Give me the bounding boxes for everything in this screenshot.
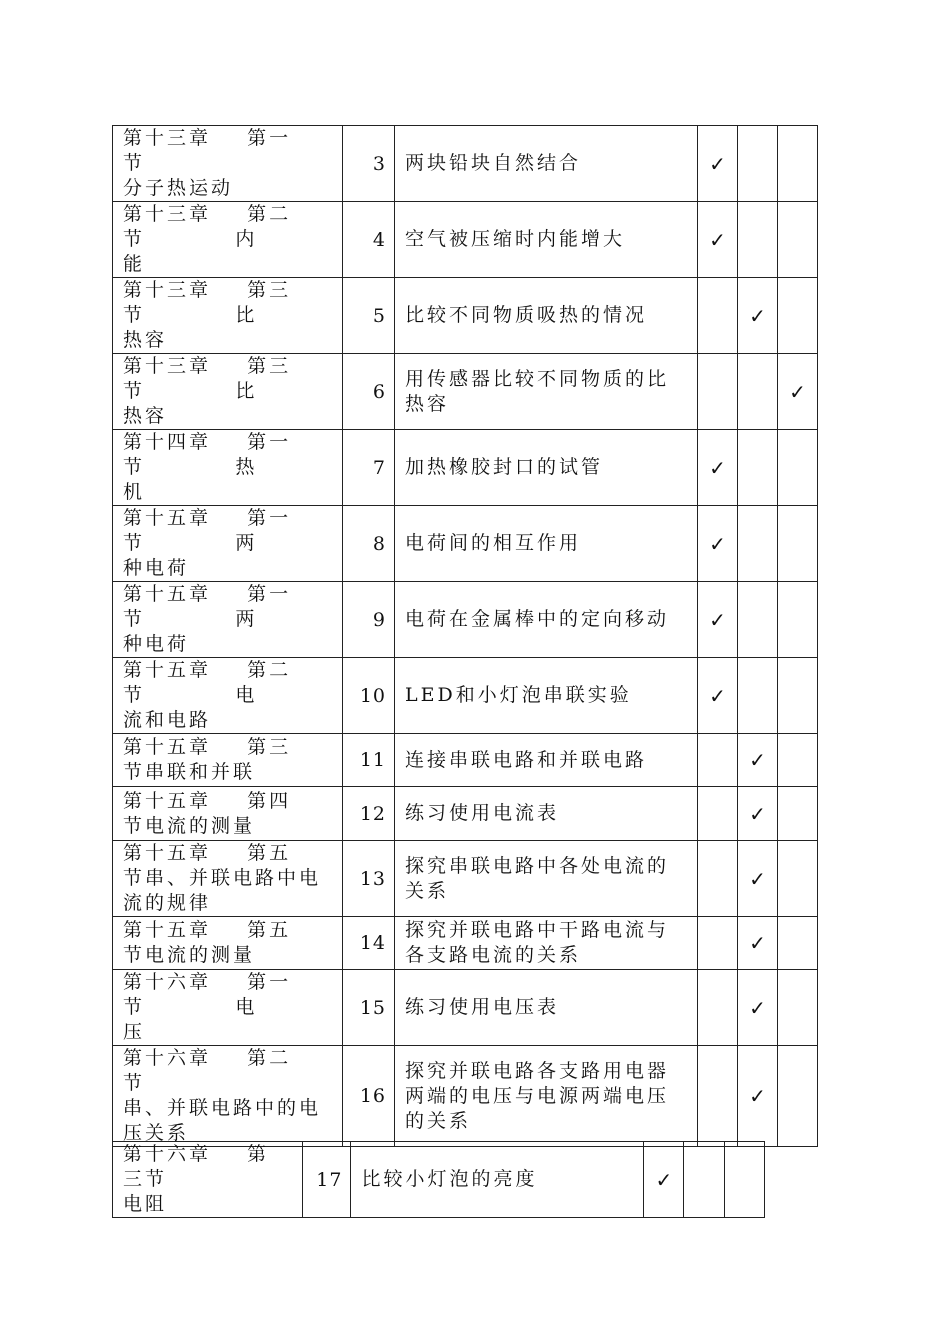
check-cell-1 <box>698 970 738 1046</box>
table-row <box>113 126 818 202</box>
chapter-line: 第十五章 第五 <box>123 842 292 864</box>
experiment-name: 练习使用电流表 <box>395 787 698 841</box>
experiment-name: 探究并联电路中干路电流与各支路电流的关系 <box>395 917 698 970</box>
chapter-line: 节 两 <box>123 532 258 554</box>
check-cell-1 <box>698 278 738 354</box>
chapter-line: 节 <box>123 1072 146 1094</box>
chapter-line: 第十三章 第三 <box>123 279 292 301</box>
experiment-number: 6 <box>343 354 395 430</box>
chapter-cell <box>113 1046 343 1147</box>
experiment-number: 4 <box>343 202 395 278</box>
chapter-line: 第十五章 第三 <box>123 736 292 758</box>
experiment-number: 14 <box>343 917 395 970</box>
check-cell-2: ✓ <box>738 841 778 917</box>
table-row <box>113 658 818 734</box>
chapter-line: 电阻 <box>123 1193 168 1215</box>
experiment-name: 比较不同物质吸热的情况 <box>395 278 698 354</box>
chapter-line: 压 <box>123 1021 146 1043</box>
check-cell-1: ✓ <box>698 202 738 278</box>
chapter-line: 种电荷 <box>123 557 190 579</box>
chapter-line: 能 <box>123 253 146 275</box>
table-row <box>113 582 818 658</box>
check-cell-3: ✓ <box>778 354 818 430</box>
chapter-line: 节 电 <box>123 684 258 706</box>
check-cell-1 <box>698 734 738 787</box>
chapter-line: 第十三章 第二 <box>123 203 292 225</box>
check-cell-1: ✓ <box>698 658 738 734</box>
experiment-number: 15 <box>343 970 395 1046</box>
experiment-table-container <box>112 125 806 1147</box>
check-cell-3 <box>778 841 818 917</box>
chapter-cell <box>113 917 343 970</box>
experiment-name: 探究串联电路中各处电流的关系 <box>395 841 698 917</box>
chapter-line: 第十四章 第一 <box>123 431 292 453</box>
chapter-line: 第十三章 第一 <box>123 127 292 149</box>
chapter-line: 第十五章 第一 <box>123 507 292 529</box>
chapter-line: 节电流的测量 <box>123 814 256 837</box>
experiment-number: 7 <box>343 430 395 506</box>
check-cell-1 <box>698 354 738 430</box>
experiment-name: 电荷间的相互作用 <box>395 506 698 582</box>
chapter-line: 第十五章 第四 <box>123 789 292 812</box>
chapter-cell <box>113 1142 303 1218</box>
experiment-name: 两块铅块自然结合 <box>395 126 698 202</box>
experiment-name: 电荷在金属棒中的定向移动 <box>395 582 698 658</box>
check-cell-1: ✓ <box>698 506 738 582</box>
check-cell-3 <box>778 126 818 202</box>
chapter-line: 种电荷 <box>123 633 190 655</box>
table-row <box>113 734 818 787</box>
chapter-line: 节 内 <box>123 228 258 250</box>
chapter-line: 节 <box>123 152 146 174</box>
check-cell-2: ✓ <box>738 278 778 354</box>
experiment-number: 13 <box>343 841 395 917</box>
chapter-cell <box>113 278 343 354</box>
chapter-cell <box>113 658 343 734</box>
experiment-number: 17 <box>303 1142 351 1218</box>
chapter-cell <box>113 970 343 1046</box>
chapter-cell <box>113 354 343 430</box>
experiment-table-last-segment <box>112 1141 765 1218</box>
experiment-number: 10 <box>343 658 395 734</box>
experiment-name: LED和小灯泡串联实验 <box>395 658 698 734</box>
chapter-line: 压关系 <box>123 1122 190 1144</box>
chapter-cell <box>113 841 343 917</box>
check-cell-1: ✓ <box>698 430 738 506</box>
check-cell-3 <box>778 734 818 787</box>
check-cell-1 <box>698 917 738 970</box>
check-cell-2 <box>738 658 778 734</box>
chapter-line: 热容 <box>123 329 168 351</box>
chapter-line: 第十三章 第三 <box>123 355 292 377</box>
chapter-line: 节 热 <box>123 456 258 478</box>
table-row <box>113 354 818 430</box>
table-row <box>113 202 818 278</box>
experiment-number: 5 <box>343 278 395 354</box>
check-cell-1: ✓ <box>698 126 738 202</box>
chapter-line: 第十五章 第五 <box>123 919 292 941</box>
chapter-line: 热容 <box>123 405 168 427</box>
chapter-line: 三节 <box>123 1168 168 1190</box>
chapter-line: 第十六章 第一 <box>123 971 292 993</box>
chapter-line: 第十五章 第二 <box>123 659 292 681</box>
chapter-line: 节 比 <box>123 304 258 326</box>
experiment-number: 16 <box>343 1046 395 1147</box>
check-cell-3 <box>724 1142 764 1218</box>
table-row <box>113 1142 765 1218</box>
chapter-line: 节串联和并联 <box>123 761 256 783</box>
check-cell-2: ✓ <box>738 787 778 841</box>
check-cell-1 <box>698 841 738 917</box>
experiment-number: 8 <box>343 506 395 582</box>
chapter-line: 节 比 <box>123 380 258 402</box>
chapter-line: 机 <box>123 481 146 503</box>
check-cell-2 <box>684 1142 724 1218</box>
chapter-line: 节串、并联电路中电 <box>123 867 322 889</box>
check-cell-3 <box>778 202 818 278</box>
check-cell-1: ✓ <box>698 582 738 658</box>
chapter-line: 第十五章 第一 <box>123 583 292 605</box>
check-cell-2 <box>738 126 778 202</box>
check-cell-3 <box>778 658 818 734</box>
check-cell-3 <box>778 787 818 841</box>
table-row <box>113 278 818 354</box>
chapter-line: 第十六章 第 <box>123 1143 270 1165</box>
check-cell-2 <box>738 202 778 278</box>
table-row <box>113 917 818 970</box>
chapter-line: 节电流的测量 <box>123 944 256 966</box>
experiment-number: 3 <box>343 126 395 202</box>
chapter-line: 节 电 <box>123 996 258 1018</box>
check-cell-3 <box>778 1046 818 1147</box>
table-row <box>113 1046 818 1147</box>
chapter-cell <box>113 734 343 787</box>
check-cell-3 <box>778 430 818 506</box>
check-cell-1 <box>698 1046 738 1147</box>
chapter-cell <box>113 202 343 278</box>
experiment-name: 探究并联电路各支路用电器两端的电压与电源两端电压的关系 <box>395 1046 698 1147</box>
experiment-table-tail <box>112 1141 765 1218</box>
experiment-name: 用传感器比较不同物质的比热容 <box>395 354 698 430</box>
check-cell-3 <box>778 970 818 1046</box>
experiment-name: 空气被压缩时内能增大 <box>395 202 698 278</box>
check-cell-3 <box>778 506 818 582</box>
check-cell-2 <box>738 506 778 582</box>
check-cell-3 <box>778 917 818 970</box>
chapter-cell <box>113 582 343 658</box>
check-cell-2: ✓ <box>738 1046 778 1147</box>
table-row <box>113 841 818 917</box>
check-cell-2 <box>738 354 778 430</box>
table-row <box>113 506 818 582</box>
check-cell-2 <box>738 582 778 658</box>
experiment-name: 比较小灯泡的亮度 <box>351 1142 644 1218</box>
experiment-number: 11 <box>343 734 395 787</box>
check-cell-2: ✓ <box>738 917 778 970</box>
experiment-number: 9 <box>343 582 395 658</box>
experiment-name: 连接串联电路和并联电路 <box>395 734 698 787</box>
table-row <box>113 970 818 1046</box>
table-row <box>113 787 818 841</box>
check-cell-2: ✓ <box>738 734 778 787</box>
chapter-cell <box>113 430 343 506</box>
chapter-line: 第十六章 第二 <box>123 1047 292 1069</box>
check-cell-3 <box>778 582 818 658</box>
experiment-name: 练习使用电压表 <box>395 970 698 1046</box>
check-cell-2: ✓ <box>738 970 778 1046</box>
chapter-line: 流的规律 <box>123 892 212 914</box>
check-cell-2 <box>738 430 778 506</box>
table-row <box>113 430 818 506</box>
check-cell-1: ✓ <box>644 1142 684 1218</box>
experiment-name: 加热橡胶封口的试管 <box>395 430 698 506</box>
chapter-cell <box>113 506 343 582</box>
chapter-line: 节 两 <box>123 608 258 630</box>
experiment-table <box>112 125 818 1147</box>
chapter-cell <box>113 126 343 202</box>
chapter-line: 串、并联电路中的电 <box>123 1097 322 1119</box>
check-cell-3 <box>778 278 818 354</box>
chapter-line: 分子热运动 <box>123 177 234 199</box>
experiment-number: 12 <box>343 787 395 841</box>
check-cell-1 <box>698 787 738 841</box>
chapter-cell <box>113 787 343 841</box>
chapter-line: 流和电路 <box>123 709 212 731</box>
